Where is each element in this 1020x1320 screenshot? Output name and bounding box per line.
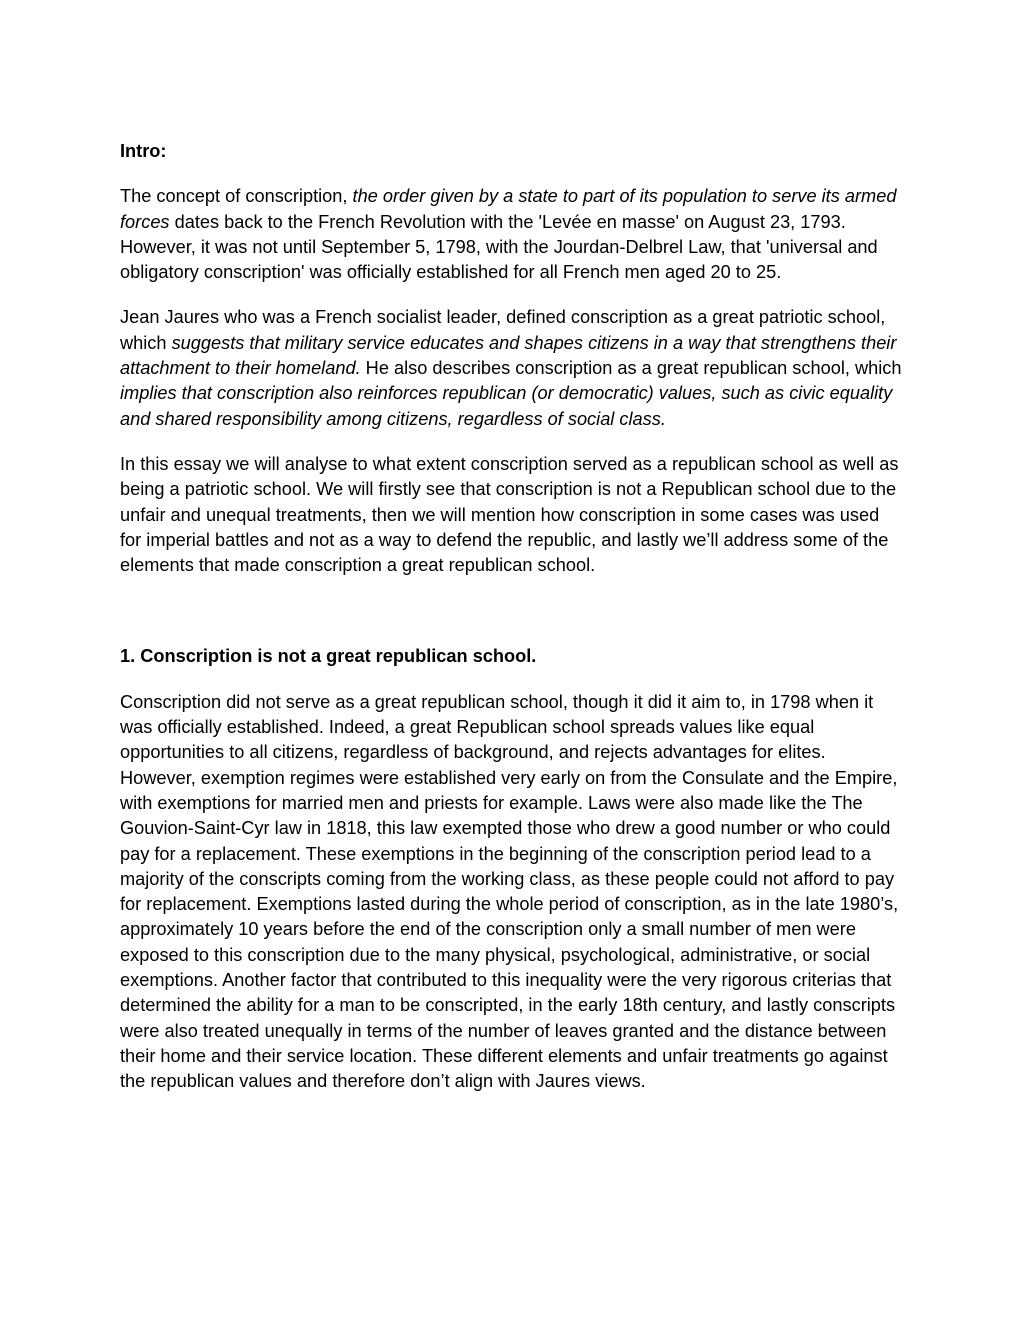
section-1-paragraph-1: Conscription did not serve as a great republican school, though it did it aim to, in 1798 when it was officially established. Indeed, a great Republican school spreads values like equal opportunities to all citizens, regardless of background, and rejects advantages for elites. However, exemption regimes were established very early on from the Consulate and the Empire, with exemptions for married men and priests for example. Laws were also made like the The Gouvion-Saint-Cyr law in 1818, this law exempted those who drew a good number or who could pay for a replacement. These exemptions in the beginning of the conscription period lead to a majority of the conscripts coming from the working class, as these people could not afford to pay for replacement. Exemptions lasted during the whole period of conscription, as in the late 1980’s, approximately 10 years before the end of the conscription only a small number of men were exposed to this conscription due to the many physical, psychological, administrative, or social exemptions. Another factor that contributed to this inequality were the very rigorous criterias that determined the ability for a man to be conscripted, in the early 18th century, and lastly conscripts were also treated unequally in terms of the number of leaves granted and the distance between their home and their service location. These different elements and unfair treatments go against the republican values and therefore don’t align with Jaures views. <box>120 691 899 1092</box>
intro-p2-text-a: Jean Jaures who was a French socialist leader, defined conscription as a great patriotic school, which <box>120 307 886 353</box>
intro-p1-text-c: dates back to the French Revolution with the 'Levée en masse' on August 23, 1793. However, it was not until September 5, 1798, with the Jourdan-Delbrel Law, that 'universal and obligatory conscription' was officially established for all French men aged 20 to 25. <box>120 211 878 283</box>
document-page <box>120 139 905 1095</box>
intro-p2-text-c: He also describes conscription as a great republican school, which <box>360 358 902 379</box>
intro-paragraph-2 <box>120 305 905 431</box>
intro-p2-italic-d: implies that conscription also reinforces republican (or democratic) values, such as civic equality and shared responsibility among citizens, regardless of social class. <box>120 383 893 429</box>
intro-heading: Intro: <box>120 141 167 161</box>
intro-paragraph-3: In this essay we will analyse to what extent conscription served as a republican school as well as being a patriotic school. We will firstly see that conscription is not a Republican school due to the unfair and unequal treatments, then we will mention how conscription in some cases was used for imperial battles and not as a way to defend the republic, and lastly we’ll address some of the elements that made conscription a great republican school. <box>120 453 899 576</box>
intro-p1-definition: the order given by a state to part of its population to serve its armed forces <box>120 186 897 232</box>
intro-p1-text-a: The concept of conscription, <box>120 186 353 207</box>
intro-paragraph-1 <box>120 184 905 285</box>
intro-p2-italic-b: suggests that military service educates and shapes citizens in a way that strengthens their attachment to their homeland. <box>120 332 897 379</box>
section-1-heading: 1. Conscription is not a great republican school. <box>120 646 537 667</box>
